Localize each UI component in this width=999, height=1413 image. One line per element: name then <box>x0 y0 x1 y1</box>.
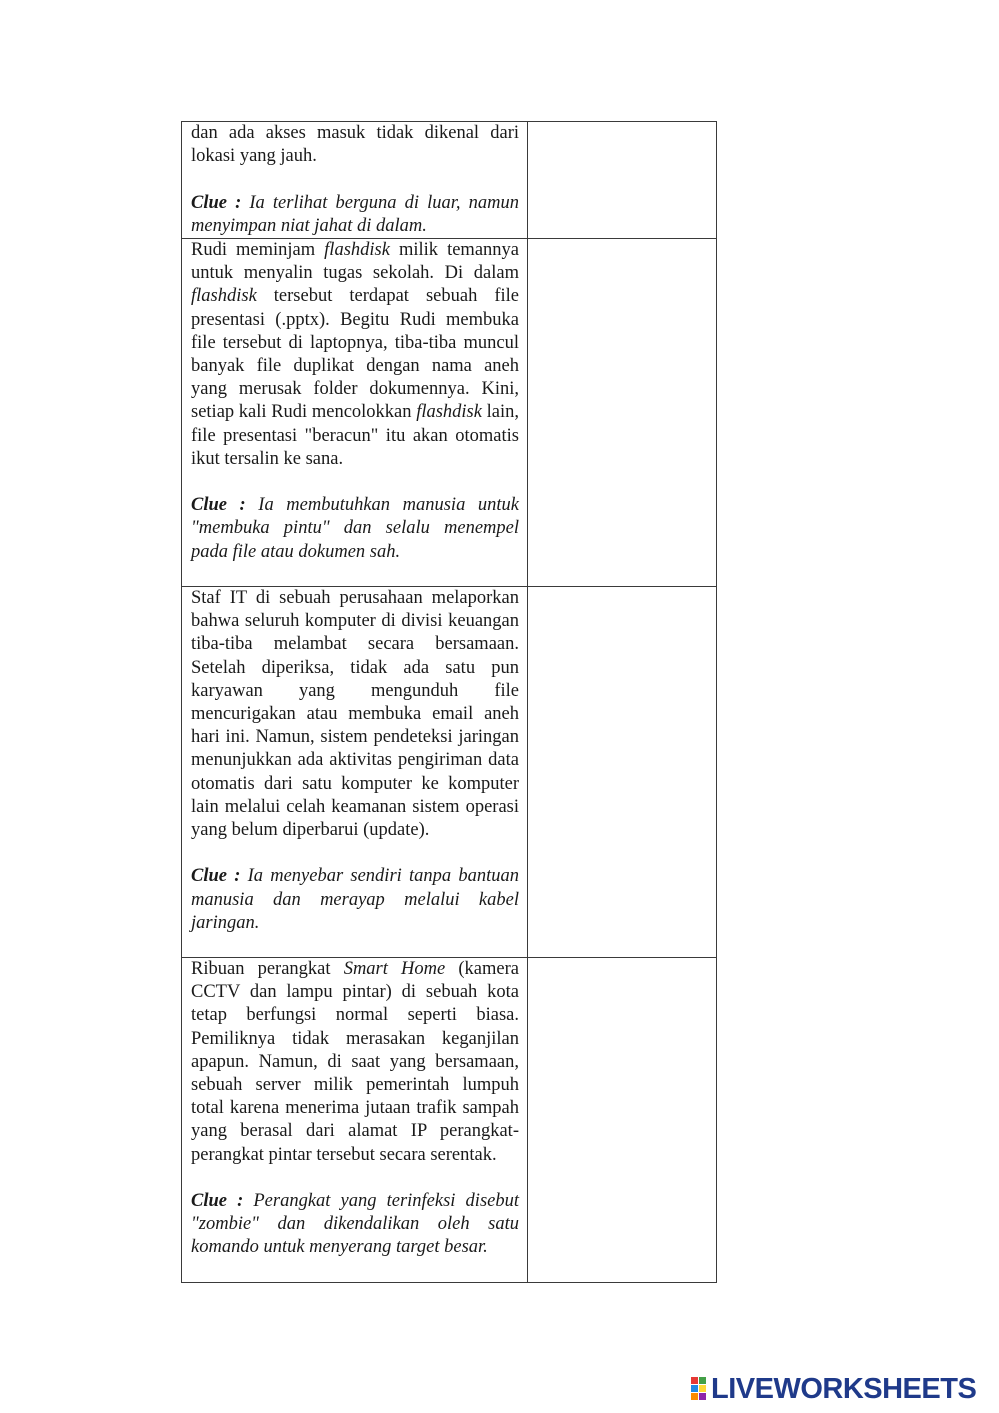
clue-label: Clue : <box>191 495 246 516</box>
question-row <box>182 239 717 587</box>
clue-paragraph <box>191 192 519 238</box>
logo-tiles-icon <box>691 1377 707 1401</box>
logo-tile <box>699 1377 706 1384</box>
answer-cell[interactable] <box>528 958 717 1283</box>
clue-label: Clue : <box>191 192 242 213</box>
scenario-paragraph <box>191 239 519 471</box>
liveworksheets-logo <box>691 1374 976 1404</box>
question-cell <box>182 587 528 958</box>
clue-paragraph <box>191 494 519 564</box>
clue-label: Clue : <box>191 866 241 887</box>
answer-cell[interactable] <box>528 122 717 239</box>
clue-paragraph <box>191 1190 519 1260</box>
clue-text: Ia terlihat berguna di luar, namun menyimpan niat jahat di dalam. <box>191 192 519 236</box>
clue-text: Ia membutuhkan manusia untuk "membuka pintu" dan selalu menempel pada file atau dokumen sah. <box>191 495 519 562</box>
logo-tile <box>691 1385 698 1392</box>
scenario-text: tersebut terdapat sebuah file presentasi (.pptx). Begitu Rudi membuka file tersebut di laptopnya, tiba-tiba muncul banyak file duplikat dengan nama aneh yang merusak folder dokumennya. Kini, setiap kali Rudi mencolokkan <box>191 286 519 423</box>
logo-tile <box>691 1393 698 1400</box>
question-text <box>182 587 527 935</box>
question-row <box>182 587 717 958</box>
worksheet-rows <box>182 122 717 1283</box>
question-cell <box>182 958 528 1283</box>
logo-tile <box>691 1377 698 1384</box>
question-text <box>182 239 527 564</box>
question-text <box>182 958 527 1260</box>
scenario-paragraph <box>191 122 519 168</box>
answer-cell[interactable] <box>528 587 717 958</box>
italic-term: flashdisk <box>324 240 390 260</box>
scenario-text: lain, file presentasi "beracun" itu akan otomatis ikut tersalin ke sana. <box>191 402 519 469</box>
scenario-text: milik temannya untuk menyalin tugas sekolah. Di dalam <box>191 240 519 284</box>
scenario-text: Staf IT di sebuah perusahaan melaporkan bahwa seluruh komputer di divisi keuangan tiba-tiba melambat secara bersamaan. Setelah diperiksa, tidak ada satu pun karyawan yang mengunduh file mencurigakan atau membuka email aneh hari ini. Namun, sistem pendeteksi jaringan menunjukkan ada aktivitas pengiriman data otomatis dari satu komputer ke komputer lain melalui celah keamanan sistem operasi yang belum diperbarui (update). <box>191 588 519 841</box>
logo-tile <box>699 1385 706 1392</box>
logo-tile <box>699 1393 706 1400</box>
scenario-text: (kamera CCTV dan lampu pintar) di sebuah kota tetap berfungsi normal seperti biasa. Pemiliknya tidak merasakan keganjilan apapun. Namun, di saat yang bersamaan, sebuah server milik pemerintah lumpuh total karena menerima jutaan trafik sampah yang berasal dari alamat IP perangkat-perangkat pintar tersebut secara serentak. <box>191 959 519 1165</box>
question-text <box>182 122 527 238</box>
italic-term: flashdisk <box>416 402 482 423</box>
question-row <box>182 958 717 1283</box>
question-cell <box>182 122 528 239</box>
scenario-text: dan ada akses masuk tidak dikenal dari lokasi yang jauh. <box>191 123 519 167</box>
scenario-paragraph <box>191 587 519 842</box>
clue-text: Perangkat yang terinfeksi disebut "zombie" dan dikendalikan oleh satu komando untuk menyerang target besar. <box>191 1191 519 1258</box>
question-row <box>182 122 717 239</box>
scenario-paragraph <box>191 958 519 1167</box>
scenario-text: Ribuan perangkat <box>191 959 344 979</box>
clue-label: Clue : <box>191 1191 244 1212</box>
logo-text: LIVEWORKSHEETS <box>711 1372 977 1405</box>
italic-term: Smart Home <box>343 959 446 979</box>
question-cell <box>182 239 528 587</box>
worksheet-table <box>181 121 717 1283</box>
answer-cell[interactable] <box>528 239 717 587</box>
clue-paragraph <box>191 865 519 935</box>
clue-text: Ia menyebar sendiri tanpa bantuan manusia dan merayap melalui kabel jaringan. <box>191 866 520 933</box>
italic-term: flashdisk <box>191 286 257 307</box>
scenario-text: Rudi meminjam <box>191 240 325 260</box>
